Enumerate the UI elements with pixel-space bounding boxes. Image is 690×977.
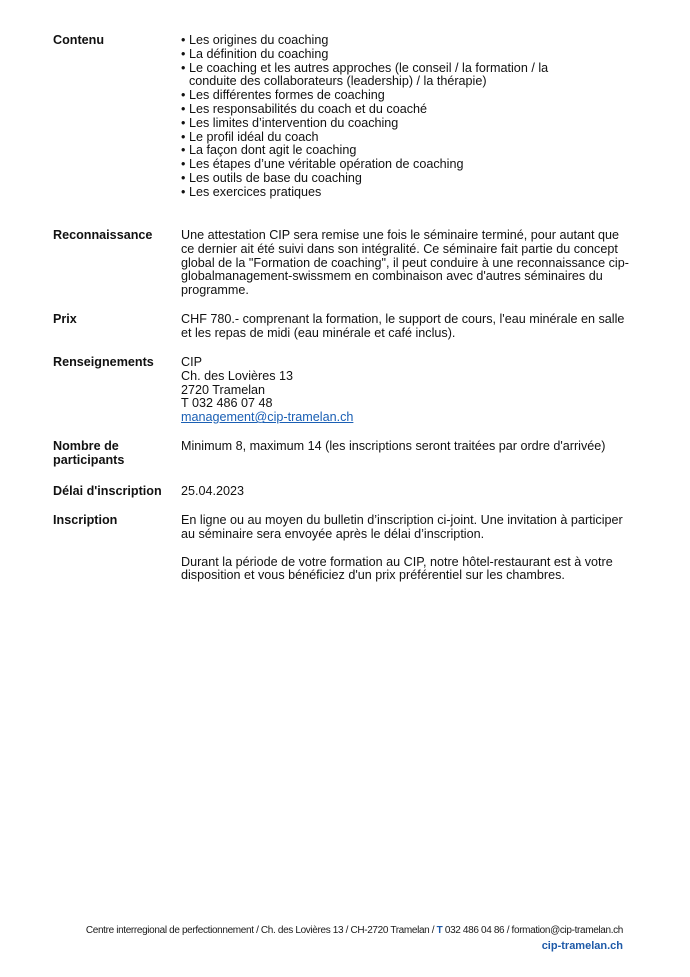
list-item: • Les différentes formes de coaching: [181, 88, 385, 103]
footer-phone-prefix: T: [436, 925, 443, 936]
section-label-delai: Délai d'inscription: [53, 484, 162, 498]
contact-city: 2720 Tramelan: [181, 382, 266, 397]
footer-phone-email: 032 486 04 86 / formation@cip-tramelan.ch: [442, 925, 623, 936]
footer-address: Centre interregional de perfectionnement / Ch. des Lovières 13 / CH-2720 Tramelan /: [85, 925, 437, 936]
contact-street: Ch. des Lovières 13: [181, 368, 294, 383]
contact-phone: T 032 486 07 48: [181, 396, 273, 411]
reconnaissance-text: Une attestation CIP sera remise une fois le séminaire terminé, pour autant que ce dernier ait été suivi dans son intégralité. Ce séminaire fait partie du concept global de la "Formation de coaching", il peut conduire à une reconnaissance cip-globalmanagement-swissmem en combinaison avec d'autres séminaires du programme.: [181, 228, 629, 298]
participants-text: Minimum 8, maximum 14 (les inscriptions seront traitées par ordre d'arrivée): [181, 439, 606, 453]
contenu-bullet-list: [181, 34, 633, 200]
section-label-prix: Prix: [53, 312, 77, 326]
list-item: • La façon dont agit le coaching: [181, 143, 357, 158]
list-item: • La définition du coaching: [181, 46, 329, 61]
footer-address-line: [20, 925, 623, 937]
contact-org: CIP: [181, 355, 202, 369]
section-label-inscription: Inscription: [53, 513, 118, 527]
section-value-renseignements: [181, 356, 633, 425]
list-item: • Les origines du coaching: [181, 33, 329, 47]
list-item: • Les responsabilités du coach et du coaché: [181, 101, 428, 116]
section-value-prix: [181, 313, 633, 341]
section-label-reconnaissance: Reconnaissance: [53, 228, 153, 242]
list-item: • Le profil idéal du coach: [181, 129, 319, 144]
list-item: • Les exercices pratiques: [181, 184, 322, 199]
section-label-contenu: Contenu: [53, 33, 105, 47]
prix-text: CHF 780.- comprenant la formation, le support de cours, l'eau minérale en salle et les repas de midi (eau minérale et café inclus).: [181, 312, 625, 340]
section-label-renseignements: Renseignements: [53, 355, 154, 369]
list-item: • Les limites d’intervention du coaching: [181, 115, 399, 130]
list-item: • Le coaching et les autres approches (le conseil / la formation / la conduite des collaborateurs (leadership) / la thérapie): [181, 60, 549, 89]
section-value-reconnaissance: [181, 229, 633, 298]
list-item: • Les étapes d’une véritable opération de coaching: [181, 157, 464, 172]
section-value-inscription: [181, 514, 633, 583]
footer-website[interactable]: cip-tramelan.ch: [541, 940, 623, 952]
section-value-participants: [181, 440, 633, 454]
inscription-text-2: Durant la période de votre formation au CIP, notre hôtel-restaurant est à votre disposition et vous bénéficiez d'un prix préférentiel sur les chambres.: [181, 554, 613, 583]
delai-date: 25.04.2023: [181, 484, 245, 498]
section-value-delai: [181, 485, 633, 499]
inscription-text-1: En ligne ou au moyen du bulletin d’inscription ci-joint. Une invitation à participer au séminaire sera envoyée après le délai d’inscription.: [181, 513, 623, 541]
section-label-participants: Nombre de participants: [53, 439, 125, 467]
section-value-contenu: [181, 34, 633, 200]
list-item: • Les outils de base du coaching: [181, 170, 362, 185]
contact-email-link[interactable]: management@cip-tramelan.ch: [181, 410, 354, 425]
